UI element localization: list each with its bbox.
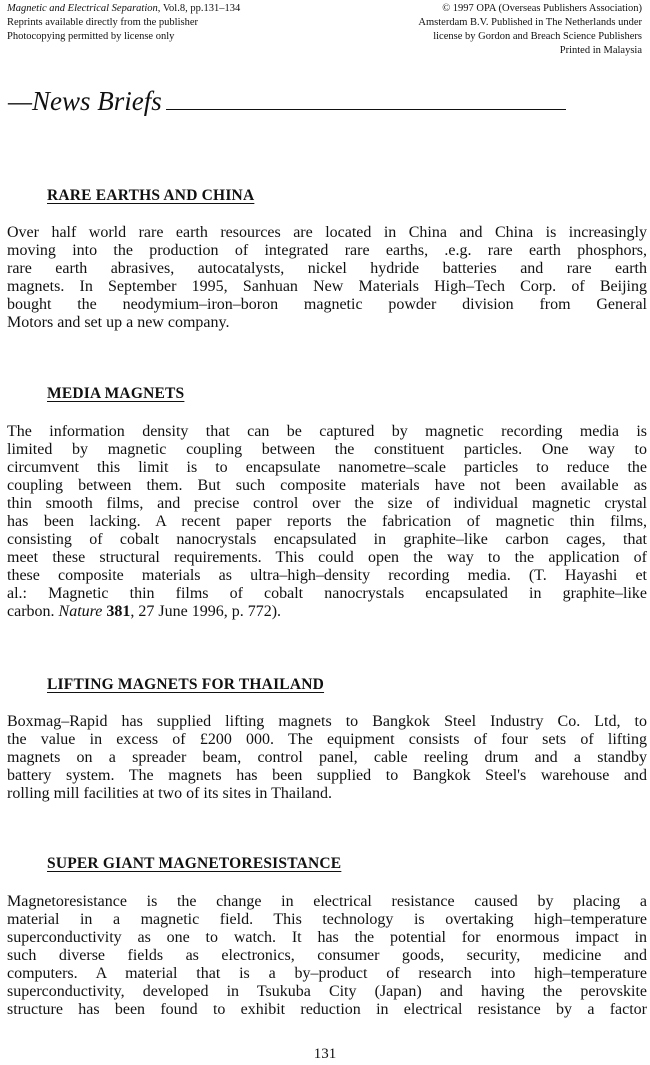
page-number: 131 <box>313 1046 337 1062</box>
photocopying-note: Photocopying permitted by license only <box>7 31 175 42</box>
citation-prefix: carbon. <box>7 603 59 620</box>
text-line: bought the neodymium–iron–boron magnetic powder division from General <box>7 296 647 313</box>
text-line: Magnetoresistance is the change in electrical resistance caused by placing a <box>7 893 647 910</box>
text-line: magnets on a spreader beam, control panel, cable reeling drum and a standby <box>7 749 647 766</box>
text-line: consisting of cobalt nanocrystals encapsulated in graphite–like carbon cages, that <box>7 531 647 548</box>
citation-rest: , 27 June 1996, p. 772). <box>130 603 282 620</box>
section-heading-lifting-magnets: LIFTING MAGNETS FOR THAILAND <box>47 676 325 693</box>
text-line: Boxmag–Rapid has supplied lifting magnets to Bangkok Steel Industry Co. Ltd, to <box>7 713 647 730</box>
text-line: Motors and set up a new company. <box>7 314 230 331</box>
text-line: limited by magnetic coupling between the constituent particles. One way to <box>7 441 647 458</box>
text-line: meet these structural requirements. This could open the way to the application of <box>7 549 647 566</box>
citation-line <box>7 603 647 621</box>
text-line: these composite materials as ultra–high–density recording media. (T. Hayashi et <box>7 567 647 584</box>
copyright-line: © 1997 OPA (Overseas Publishers Association) <box>442 3 642 14</box>
citation-volume: 381 <box>106 603 131 620</box>
text-line: circumvent this limit is to encapsulate nanometre–scale particles to reduce the <box>7 459 647 476</box>
text-line: moving into the production of integrated rare earths, .e.g. rare earth phosphors, <box>7 242 647 259</box>
text-line: structure has been found to exhibit reduction in electrical resistance by a factor <box>7 1001 647 1018</box>
section-heading-rare-earths: RARE EARTHS AND CHINA <box>47 187 255 204</box>
text-line: The information density that can be captured by magnetic recording media is <box>7 423 647 440</box>
text-line: such diverse fields as electronics, consumer goods, security, medicine and <box>7 947 647 964</box>
section-body-lifting-magnets <box>7 713 647 803</box>
section-body-media-magnets <box>7 423 647 621</box>
text-line: computers. A material that is a by–product of research into high–temperature <box>7 965 647 982</box>
text-line: the value in excess of £200 000. The equipment consists of four sets of lifting <box>7 731 647 748</box>
banner-title-text: News Briefs <box>32 86 162 116</box>
text-line: battery system. The magnets has been supplied to Bangkok Steel's warehouse and <box>7 767 647 784</box>
printed-line: Printed in Malaysia <box>559 45 642 56</box>
running-header-right <box>418 2 642 58</box>
banner-title: —News Briefs <box>8 86 162 116</box>
section-heading-media-magnets: MEDIA MAGNETS <box>47 385 185 402</box>
text-line: Over half world rare earth resources are located in China and China is increasingly <box>7 224 647 241</box>
journal-citation-line <box>7 2 240 16</box>
running-header-left <box>7 2 240 44</box>
text-line: superconductivity, developed in Tsukuba City (Japan) and having the perovskite <box>7 983 647 1000</box>
license-line: license by Gordon and Breach Science Publishers <box>433 31 642 42</box>
citation-journal: Nature <box>58 603 103 620</box>
section-heading-magnetoresistance: SUPER GIANT MAGNETORESISTANCE <box>47 855 342 872</box>
text-line: coupling between them. But such composite materials have not been available as <box>7 477 647 494</box>
reprints-note: Reprints available directly from the publisher <box>7 17 198 28</box>
text-line: has been lacking. A recent paper reports the fabrication of magnetic thin films, <box>7 513 647 530</box>
section-body-magnetoresistance <box>7 893 647 1019</box>
text-line: rolling mill facilities at two of its sites in Thailand. <box>7 785 332 802</box>
banner-rule <box>166 109 566 110</box>
text-line: al.: Magnetic thin films of cobalt nanocrystals encapsulated in graphite–like <box>7 585 647 602</box>
publisher-line: Amsterdam B.V. Published in The Netherlands under <box>418 17 642 28</box>
text-line: thin smooth films, and precise control over the size of individual magnetic crystal <box>7 495 647 512</box>
text-line: material in a magnetic field. This technology is overtaking high–temperature <box>7 911 647 928</box>
journal-name: Magnetic and Electrical Separation <box>7 3 158 14</box>
text-line: superconductivity as one to watch. It has the potential for enormous impact in <box>7 929 647 946</box>
text-line: magnets. In September 1995, Sanhuan New Materials High–Tech Corp. of Beijing <box>7 278 647 295</box>
text-line: rare earth abrasives, autocatalysts, nickel hydride batteries and rare earth <box>7 260 647 277</box>
section-body-rare-earths <box>7 224 647 332</box>
volume-pages: , Vol.8, pp.131–134 <box>157 3 241 14</box>
news-briefs-banner <box>8 86 566 116</box>
